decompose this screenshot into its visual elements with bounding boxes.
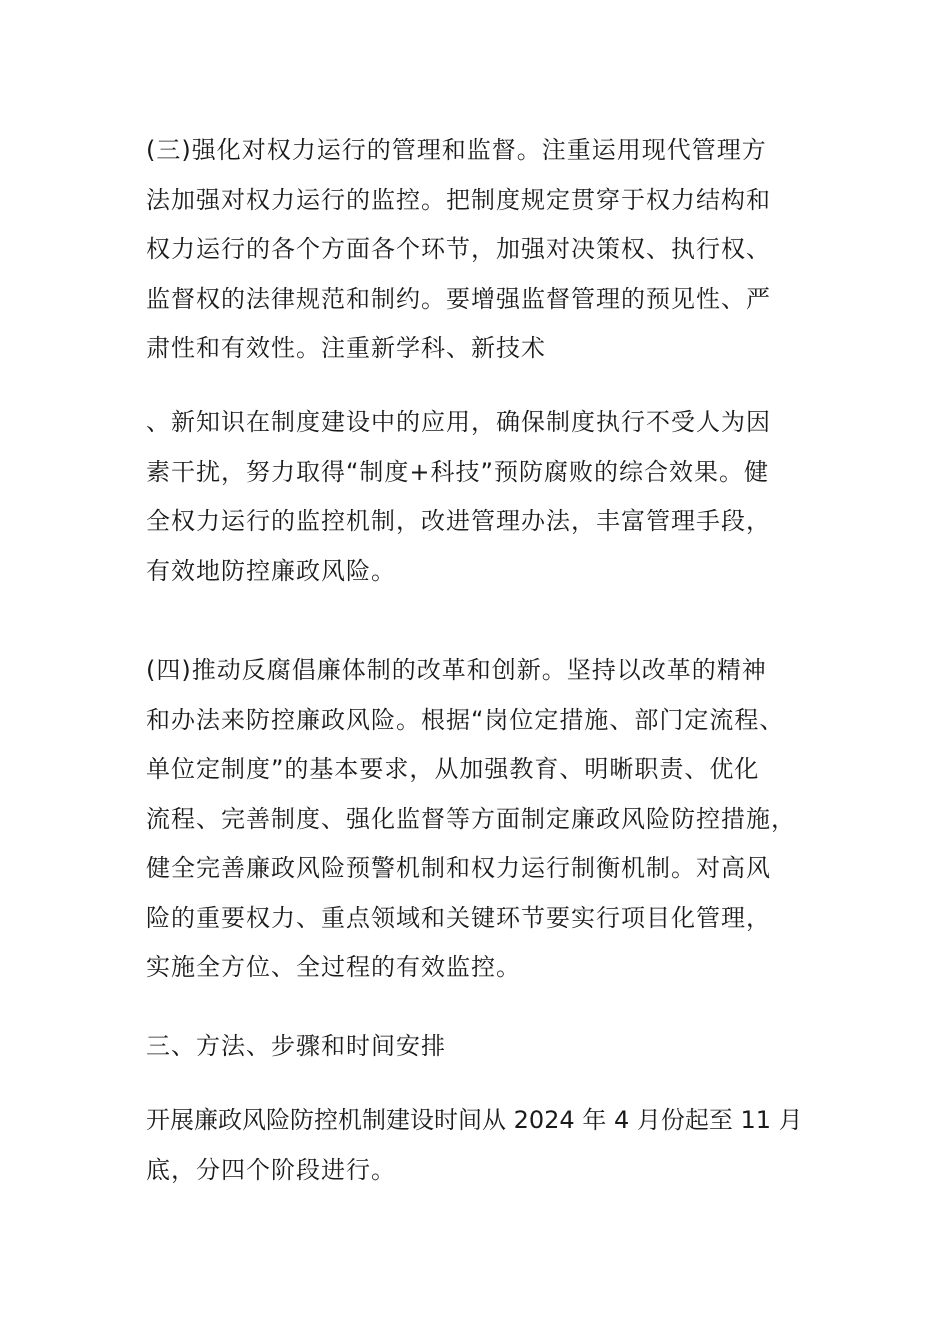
text-line: 单位定制度”的基本要求，从加强教育、明晰职责、优化 [146,755,760,783]
text-line: 三、方法、步骤和时间安排 [146,1032,446,1060]
text-line: 流程、完善制度、强化监督等方面制定廉政风险防控措施， [146,804,796,833]
text-line: (四)推动反腐倡廉体制的改革和创新。坚持以改革的精神 [146,656,767,684]
text-line: 有效地防控廉政风险。 [146,556,396,585]
text-line: 素干扰，努力取得“制度+科技”预防腐败的综合效果。健 [146,457,769,486]
text-line: 监督权的法律规范和制约。要增强监督管理的预见性、严 [146,284,771,313]
paragraph-technology-application [146,398,806,596]
section-heading-methods-schedule [146,1022,806,1072]
text-line: 底，分四个阶段进行。 [146,1155,396,1184]
text-line: 实施全方位、全过程的有效监控。 [146,953,521,981]
text-line: 、新知识在制度建设中的应用，确保制度执行不受人为因 [146,408,771,436]
text-line: (三)强化对权力运行的管理和监督。注重运用现代管理方 [146,136,767,164]
text-line: 开展廉政风险防控机制建设时间从 2024 年 4 月份起至 11 月 [146,1106,803,1134]
text-line: 健全完善廉政风险预警机制和权力运行制衡机制。对高风 [146,854,771,882]
paragraph-reform-innovation [146,646,806,993]
paragraph-power-supervision [146,126,806,374]
text-line: 和办法来防控廉政风险。根据“岗位定措施、部门定流程、 [146,705,785,734]
text-line: 法加强对权力运行的监控。把制度规定贯穿于权力结构和 [146,185,771,214]
text-line: 险的重要权力、重点领域和关键环节要实行项目化管理， [146,903,771,932]
paragraph-timeline [146,1096,806,1195]
text-line: 权力运行的各个方面各个环节，加强对决策权、执行权、 [146,235,771,263]
text-line: 肃性和有效性。注重新学科、新技术 [146,334,546,362]
text-line: 全权力运行的监控机制，改进管理办法，丰富管理手段， [146,507,771,535]
